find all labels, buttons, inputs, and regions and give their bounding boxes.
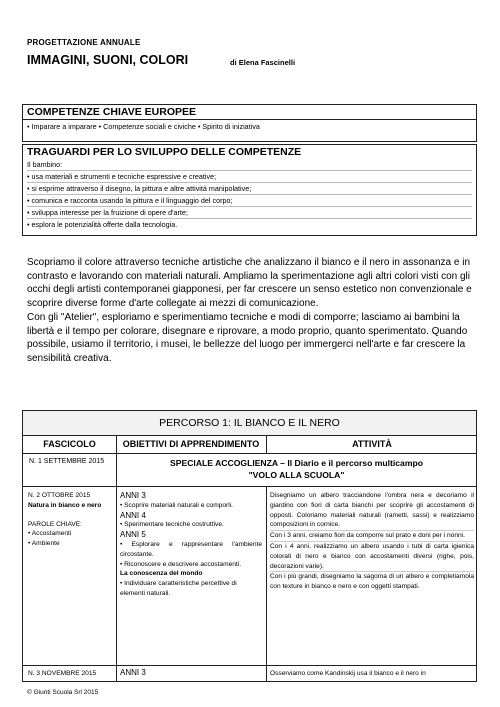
row2-obiettivi <box>120 491 262 599</box>
col-obiettivi: OBIETTIVI DI APPRENDIMENTO <box>122 439 260 449</box>
col-fascicolo: FASCICOLO <box>43 439 96 449</box>
traguardi-item: • si esprime attraverso il disegno, la pittura e altre attività manipolative; <box>27 183 472 195</box>
traguardi-item: • sviluppa interesse per la fruizione di opere d'arte; <box>27 207 472 219</box>
traguardi-intro: Il bambino: <box>27 159 472 171</box>
competenze-items: • Imparare a imparare • Competenze sociali e civiche • Spirito di iniziativa <box>27 122 260 131</box>
anni-3-label: ANNI 3 <box>120 491 146 500</box>
intro-text <box>27 256 475 366</box>
percorso-table <box>22 410 477 682</box>
anni-5-label: ANNI 5 <box>120 530 146 540</box>
row1-fascicolo: N. 1 SETTEMBRE 2015 <box>29 458 105 465</box>
attivita-item: Disegniamo un albero tracciandone l'ombra nera e decoriamo il giardino con fiori di carta bianchi per scoprire gli accostamenti di opposti. Coloriamo materiali naturali (rametti, sassi) e realizziamo composizioni in cornice. <box>270 491 474 531</box>
competenze-box <box>22 104 477 142</box>
page-title: IMMAGINI, SUONI, COLORI <box>27 53 189 67</box>
author: di Elena Fascinelli <box>230 58 296 67</box>
row2-fascicolo-block <box>28 491 114 549</box>
column-divider <box>116 435 117 682</box>
conoscenza-label: La conoscenza del mondo <box>120 570 203 578</box>
attivita-item: Con i 3 anni, creiamo fiori da comporre sul prato e doni per i nonni. <box>270 531 474 542</box>
row2-keyword: • Ambiente <box>28 540 60 548</box>
obiettivo-item: • Esplorare e rappresentare l'ambiente circostante. <box>120 540 262 558</box>
supertitle: PROGETTAZIONE ANNUALE <box>27 38 141 47</box>
intro-paragraph-2: Con gli "Atelier", esploriamo e sperimentiamo tecniche e modi di comporre; lasciamo ai bambini la libertà e il tempo per colorare, disegnare e riprovare, a modo proprio, quanto sperimentato. Quando possibile, usiamo il territorio, i musei, le bellezze del luogo per immergerci nell'arte e far crescere la sensibilità creativa. <box>27 311 468 364</box>
attivita-item: Con i più grandi, disegniamo la sagoma di un albero e completiamola con texture in bianco e nero e con oggetti stampati. <box>270 573 474 591</box>
traguardi-box <box>22 144 477 236</box>
row-divider <box>23 486 476 487</box>
col-attivita: ATTIVITÀ <box>352 439 392 449</box>
competenze-title: COMPETENZE CHIAVE EUROPEE <box>23 105 476 120</box>
row2-attivita <box>270 491 474 592</box>
traguardi-item: • esplora le potenzialità offerte dalla tecnologia. <box>27 220 178 229</box>
obiettivo-item: • Scoprire materiali naturali e comporli. <box>120 501 233 509</box>
row2-tema: Natura in bianco e nero <box>28 501 102 509</box>
traguardi-item: • comunica e racconta usando la pittura e il linguaggio del corpo; <box>27 195 472 207</box>
attivita-item: Con i 4 anni, realizziamo un albero usando i tubi di carta igienica colorati di nero e bianco con accostamenti diversi (righe, pois, decorazioni varie). <box>270 542 474 572</box>
row2-keyword: • Accostamenti <box>28 530 72 538</box>
traguardi-list <box>23 159 476 230</box>
row-divider <box>23 665 476 666</box>
table-title: PERCORSO 1: IL BIANCO E IL NERO <box>23 411 476 436</box>
traguardi-title: TRAGUARDI PER LO SVILUPPO DELLE COMPETENZE <box>27 146 302 158</box>
row3-attivita: Osserviamo come Kandinskij usa il bianco e il nero in <box>270 670 426 677</box>
obiettivo-item: • Individuare caratteristiche percettive di elementi naturali. <box>120 580 237 597</box>
column-divider <box>266 435 267 453</box>
footer-copyright: © Giunti Scuola Srl 2015 <box>27 689 99 696</box>
anni-4-label: ANNI 4 <box>120 510 146 520</box>
traguardi-item: • usa materiali e strumenti e tecniche espressive e creative; <box>27 171 472 183</box>
row3-fascicolo: N. 3 NOVEMBRE 2015 <box>28 670 97 677</box>
obiettivo-item: • Sperimentare tecniche costruttive. <box>120 521 224 529</box>
row1-volo: "VOLO ALLA SCUOLA" <box>248 470 345 480</box>
table-header <box>23 435 476 454</box>
row3-anni: ANNI 3 <box>120 668 146 677</box>
row2-fascicolo: N. 2 OTTOBRE 2015 <box>28 492 91 499</box>
intro-paragraph-1: Scopriamo il colore attraverso tecniche artistiche che analizzano il bianco e il nero in assonanza e in contrasto e lavorando con materiali naturali. Ampliamo la sperimentazione agli altri colori visti con gli occhi degli artisti contemporanei giapponesi, per far crescere un senso estetico non convenzionale e scoprire diverse forme d'arte collegate ai mezzi di comunicazione. <box>27 257 472 310</box>
row2-parole-chiave: PAROLE CHIAVE: <box>28 520 82 528</box>
column-divider <box>266 486 267 682</box>
obiettivo-item: • Riconoscere e descrivere accostamenti. <box>120 560 242 568</box>
row1-speciale: SPECIALE ACCOGLIENZA – Il Diario e il percorso multicampo <box>170 458 423 468</box>
